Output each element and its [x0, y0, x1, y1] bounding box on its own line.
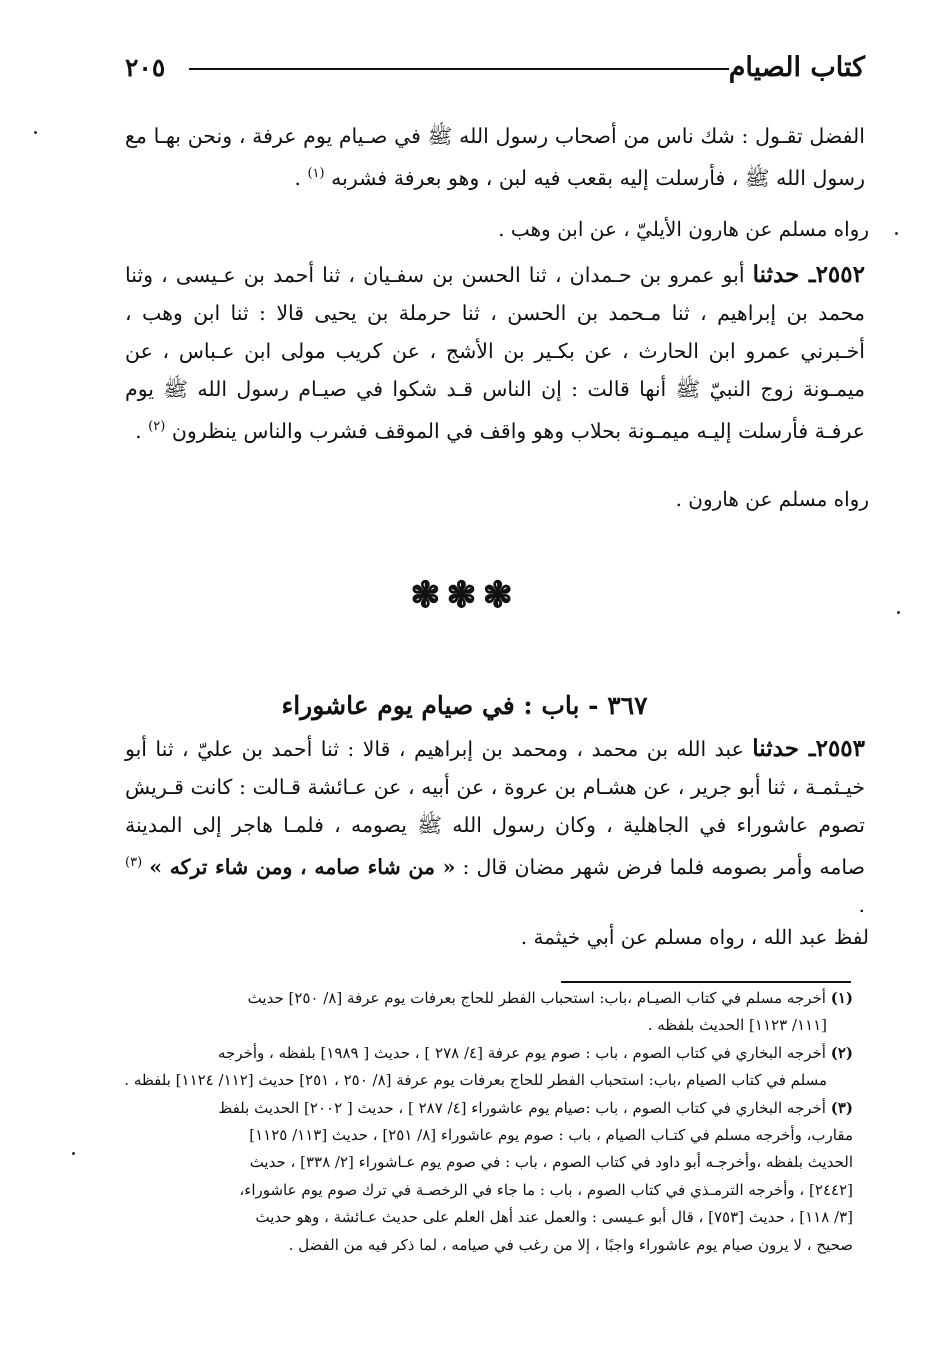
footnote-line: الحديث بلفظه ،وأخرجـه أبو داود في كتاب الصوم ، باب : في صوم يوم عـاشوراء [٢/ ٣٣٨] ، حديث: [249, 1153, 853, 1172]
scan-speck: [895, 232, 898, 235]
hadith-2553: [125, 730, 865, 924]
footnote-line: صحيح ، لا يرون صيام يوم عاشوراء واجبًا ، إلا من رغب في صيامه ، لما ذكر فيه من الفضل .: [288, 1235, 853, 1254]
text-line: محمد بن إبراهيم ، ثنا مـحمد بن الحسن ، ثنا حرملة بن يحيى قالا : ثنا ابن وهب ، أخـبرني عمرو: [125, 301, 865, 363]
footnote-line: [118, 1040, 853, 1067]
prophetic-quote: « من شاء صامه ، ومن شاء تركه »: [149, 854, 456, 879]
scan-speck: [34, 131, 37, 134]
footnote-line: [٣/ ١١٨] ، حديث [٧٥٣] ، قال أبو عـيسى : والعمل عند أهل العلم على حديث عـائشة ، وهو حديث: [255, 1208, 853, 1227]
header-rule: [189, 68, 729, 70]
narration-reference: رواه مسلم عن هارون الأيليّ ، عن ابن وهب .: [498, 217, 869, 241]
footnote-line: [118, 1095, 853, 1122]
text-line: قالت : إن الناس قـد شكوا في صيـام رسول الله ﷺ يوم عرفـة فأرسلت إليـه ميمـونة بحلاب وهو: [125, 377, 865, 443]
scan-speck: [72, 1152, 75, 1155]
text-end: .: [858, 892, 865, 917]
page-header: [125, 48, 865, 88]
footnote-text: أخرجه البخاري في كتاب الصوم ، باب : صوم يوم عرفة [٤/ ٢٧٨ ] ، حديث [ ١٩٨٩] بلفظه ، وأخرجه: [218, 1043, 826, 1062]
footnote-line: مقارب، وأخرجه مسلم في كتـاب الصيام ، باب : صوم يوم عاشوراء [٨/ ٢٥١] ، حديث [١١٣/ ١١٢٥]: [249, 1126, 853, 1145]
footnote-1: [118, 985, 853, 1040]
footnote-text: أخرجه مسلم في كتاب الصيـام ،باب: استحباب الفطر للحاج بعرفات يوم عرفة [٨/ ٢٥٠] حديث: [247, 989, 826, 1007]
text-line: واقف في الموقف فشرب والناس ينظرون: [171, 418, 527, 443]
narration-reference: رواه مسلم عن هارون .: [675, 487, 869, 511]
text-line: عبد الله بن محمد ، ومحمد بن إبراهيم ، قالا : ثنا أحمد بن عليّ ، ثنا أبو: [125, 737, 753, 761]
footnote-number: (٢): [830, 1043, 853, 1062]
footnote-marker: (٣): [125, 855, 143, 870]
footnote-line: [١١١/ ١١٢٣] الحديث بلفظه .: [647, 1016, 827, 1035]
footnote-line: [118, 985, 853, 1012]
section-separator: ❃❃❃: [410, 574, 519, 616]
footnote-separator: [561, 981, 851, 983]
text-line: أبو عمرو بن حـمدان ، ثنا الحسن بن سفـيان ، ثنا أحمد بن عـيسى ، وثنا: [125, 263, 753, 287]
page-number: ٢٠٥: [125, 53, 166, 82]
text-line: ابن الحارث ، عن بكـير بن الأشج ، عن كريب مولى ابن عـباس ، عن ميمـونة زوج النبيّ ﷺ أنها: [125, 339, 866, 401]
paragraph-continuation: [125, 117, 865, 197]
haddathana-label: ـ حدثنا: [752, 261, 816, 288]
footnote-line: [٢٤٤٢] ، وأخرجه الترمـذي في كتاب الصوم ، باب : ما جاء في الرخصـة في ترك صوم يوم عاشوراء،: [239, 1180, 853, 1199]
footnote-marker: (٢): [148, 419, 166, 434]
running-title: كتاب الصيام: [728, 52, 865, 83]
footnote-number: (٣): [830, 1098, 853, 1117]
footnote-line: مسلم في كتاب الصيام ،باب: استحباب الفطر للحاج بعرفات يوم عرفة [٨/ ٢٥٠ ، ٢٥١] حديث [١١٢/ ١١٢٤] بلفظه .: [124, 1071, 827, 1090]
footnotes: [118, 985, 853, 1259]
text-end: .: [294, 165, 308, 190]
footnote-3: [118, 1095, 853, 1259]
hadith-number: ٢٥٥٢: [815, 261, 865, 288]
scan-speck: [897, 611, 900, 614]
haddathana-label: ـ حدثنا: [752, 735, 816, 762]
chapter-heading: ٣٦٧ - باب : في صيام يوم عاشوراء: [281, 691, 648, 720]
hadith-2552: [125, 256, 865, 450]
text-end: .: [135, 418, 149, 443]
footnote-2: [118, 1040, 853, 1095]
narration-reference: لفظ عبد الله ، رواه مسلم عن أبي خيثمة .: [520, 925, 869, 949]
text-line: الفضل تقـول : شك ناس من أصحاب رسول الله ﷺ في صـيام يوم عرفة ، ونحن بهـا مع رسول: [125, 124, 865, 190]
text-line: فرض شهر مضان قال :: [455, 854, 663, 879]
text-line: عاشوراء في الجاهلية ، وكان رسول الله ﷺ يصومه ، فلمـا هاجر إلى المدينة صامه وأمر بصومه فلما: [125, 813, 865, 879]
footnote-marker: (١): [307, 166, 325, 181]
hadith-number: ٢٥٥٣: [815, 735, 866, 762]
footnote-text: أخرجه البخاري في كتاب الصوم ، باب :صيام يوم عاشوراء [٤/ ٢٨٧ ] ، حديث [ ٢٠٠٢] الحديث بلفظ: [218, 1098, 826, 1117]
footnote-number: (١): [830, 989, 853, 1007]
text-line: الله ﷺ ، فأرسلت إليه بقعب فيه لبن ، وهو بعرفة فشربه: [331, 165, 806, 190]
text-line: خيـثمـة ، ثنا أبو جرير ، عن هشـام بن عروة ، عن أبيه ، عن عـائشة قـالت : كانت قـريش تصوم: [125, 775, 865, 837]
